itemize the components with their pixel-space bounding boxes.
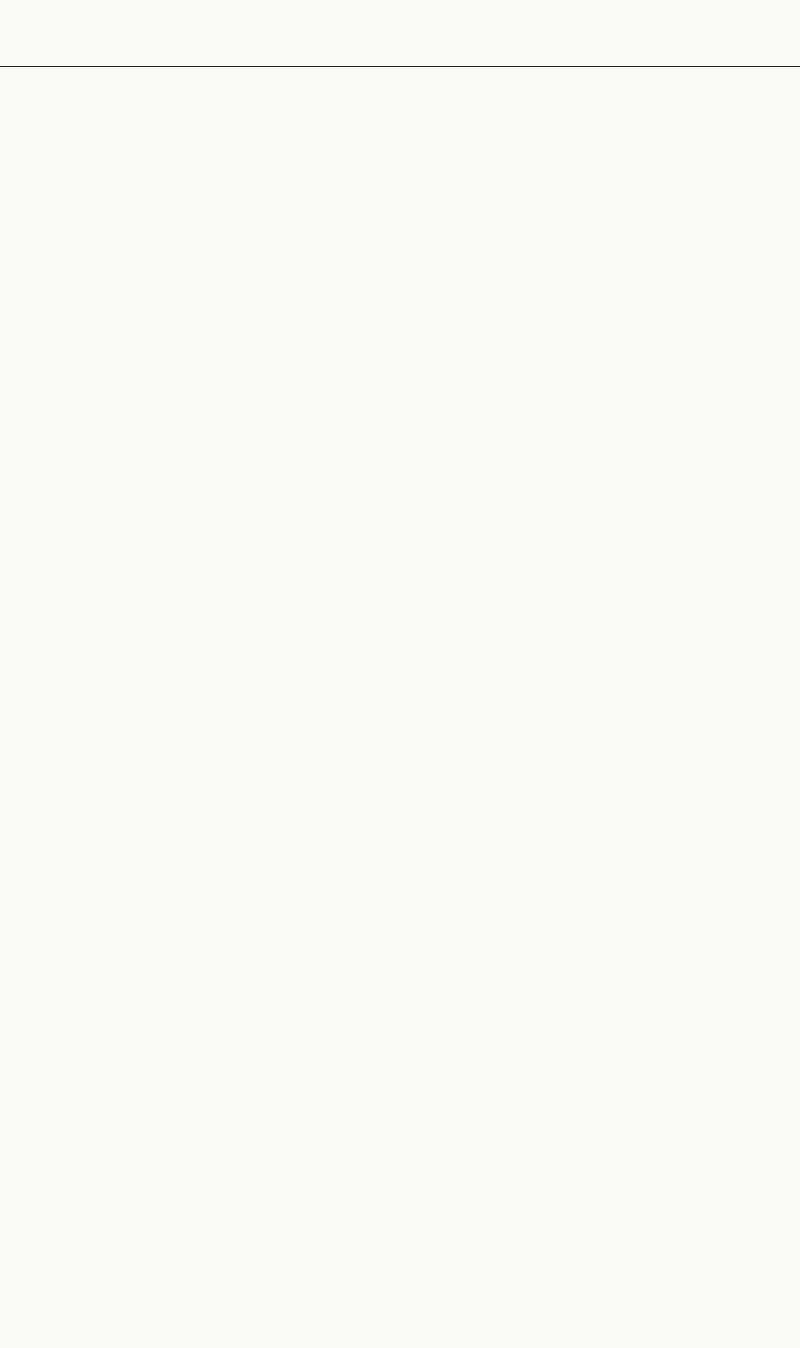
page-header — [0, 6, 800, 67]
